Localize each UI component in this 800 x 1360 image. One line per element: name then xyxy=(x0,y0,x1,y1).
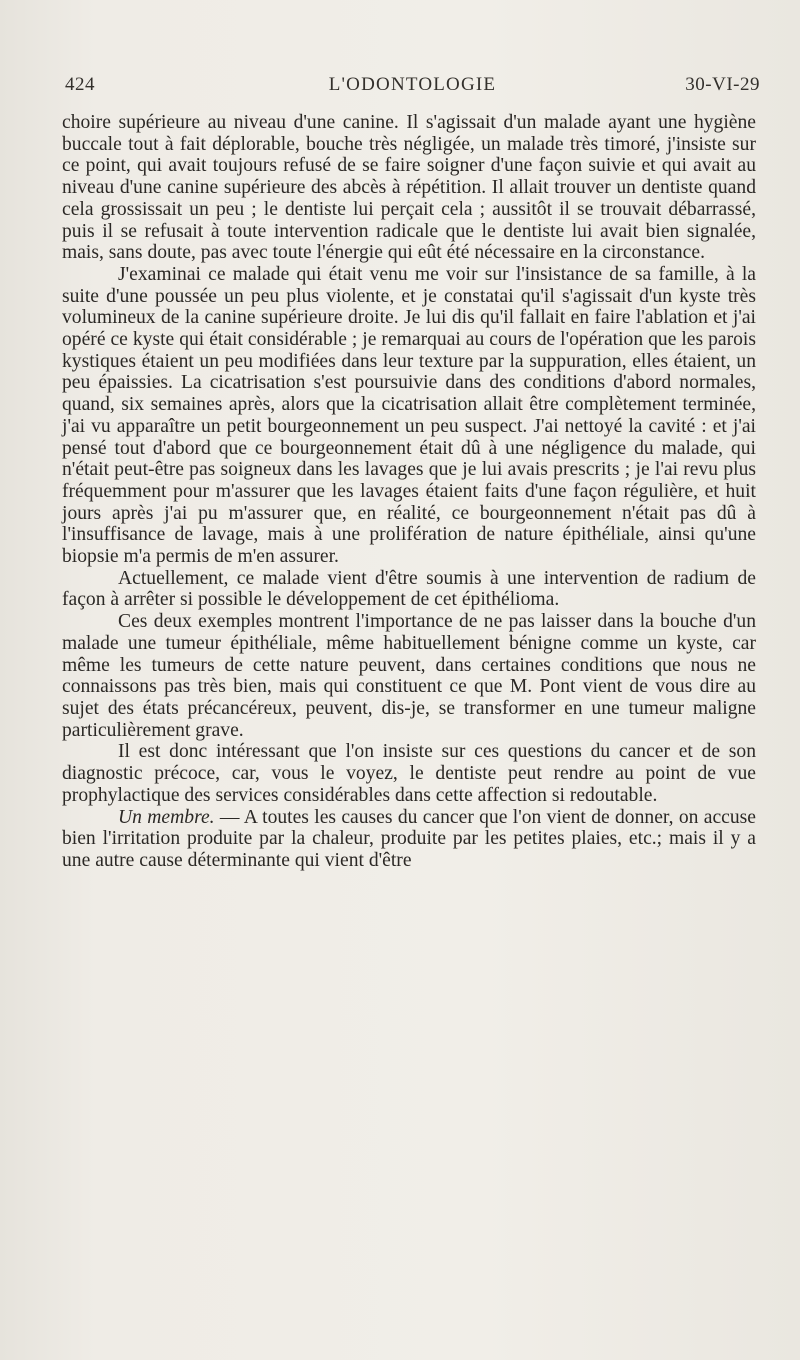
running-header xyxy=(65,74,760,100)
body-text xyxy=(62,112,756,872)
paragraph-2: J'examinai ce malade qui était venu me voir sur l'insistance de sa famille, à la suite d'une poussée un peu plus violente, et je constatai qu'il s'agissait d'un kyste très volumineux de la canine supérieure droite. Je lui dis qu'il fallait en faire l'ablation et j'ai opéré ce kyste qui était considérable ; je remarquai au cours de l'opération que les parois kystiques étaient un peu modifiées dans leur texture par la suppuration, elles étaient, un peu épaissies. La cicatrisation s'est poursuivie dans des conditions d'abord normales, quand, six semaines après, alors que la cicatrisation allait être complètement terminée, j'ai vu apparaître un petit bourgeonnement un peu suspect. J'ai nettoyé la cavité : et j'ai pensé tout d'abord que ce bourgeonnement était dû à une négligence du malade, qui n'était peut-être pas soigneux dans les lavages que je lui avais prescrits ; je l'ai revu plus fréquemment pour m'assurer que les lavages étaient faits d'une façon régulière, et huit jours après j'ai pu m'assurer que, en réalité, ce bourgeonnement n'était pas dû à l'insuffisance de lavage, mais à une prolifération de nature épithéliale, ainsi qu'une biopsie m'a permis de m'en assurer. xyxy=(62,263,756,568)
journal-title: L'ODONTOLOGIE xyxy=(328,74,497,95)
paragraph-1: choire supérieure au niveau d'une canine. Il s'agissait d'un malade ayant une hygiène buccale tout à fait déplorable, bouche très négligée, un malade très timoré, j'insiste sur ce point, qui avait toujours refusé de se faire soigner d'une façon suivie et qui avait au niveau d'une canine supérieure des abcès à répétition. Il allait trouver un dentiste quand cela grossissait un peu ; le dentiste lui perçait cela ; aussitôt il se trouvait débarrassé, puis il se refusait à toute intervention radicale que le dentiste lui avait bien signalée, mais, sans doute, pas avec toute l'énergie qui eût été nécessaire en la circonstance. xyxy=(62,112,756,264)
speaker-text: — A toutes les causes du cancer que l'on vient de donner, on accuse bien l'irritation produite par la chaleur, produite par les petites plaies, etc.; mais il y a une autre cause déterminante qui vient d'être xyxy=(62,806,756,871)
issue-date: 30-VI-29 xyxy=(685,74,760,95)
paragraph-3: Actuellement, ce malade vient d'être soumis à une intervention de radium de façon à arrêter si possible le développement de cet épithélioma. xyxy=(62,567,756,611)
speaker-label: Un membre. xyxy=(118,806,215,828)
page-number: 424 xyxy=(65,74,95,95)
paragraph-4: Ces deux exemples montrent l'importance de ne pas laisser dans la bouche d'un malade une tumeur épithéliale, même habituellement bénigne comme un kyste, car même les tumeurs de cette nature peuvent, dans certaines conditions que nous ne connaissons pas très bien, mais qui constituent ce que M. Pont vient de vous dire au sujet des états précancéreux, peuvent, dis-je, se transformer en une tumeur maligne particulièrement grave. xyxy=(62,611,756,741)
paragraph-5: Il est donc intéressant que l'on insiste sur ces questions du cancer et de son diagnostic précoce, car, vous le voyez, le dentiste peut rendre au point de vue prophylactique des services considérables dans cette affection si redoutable. xyxy=(62,741,756,806)
paragraph-6 xyxy=(62,807,756,872)
